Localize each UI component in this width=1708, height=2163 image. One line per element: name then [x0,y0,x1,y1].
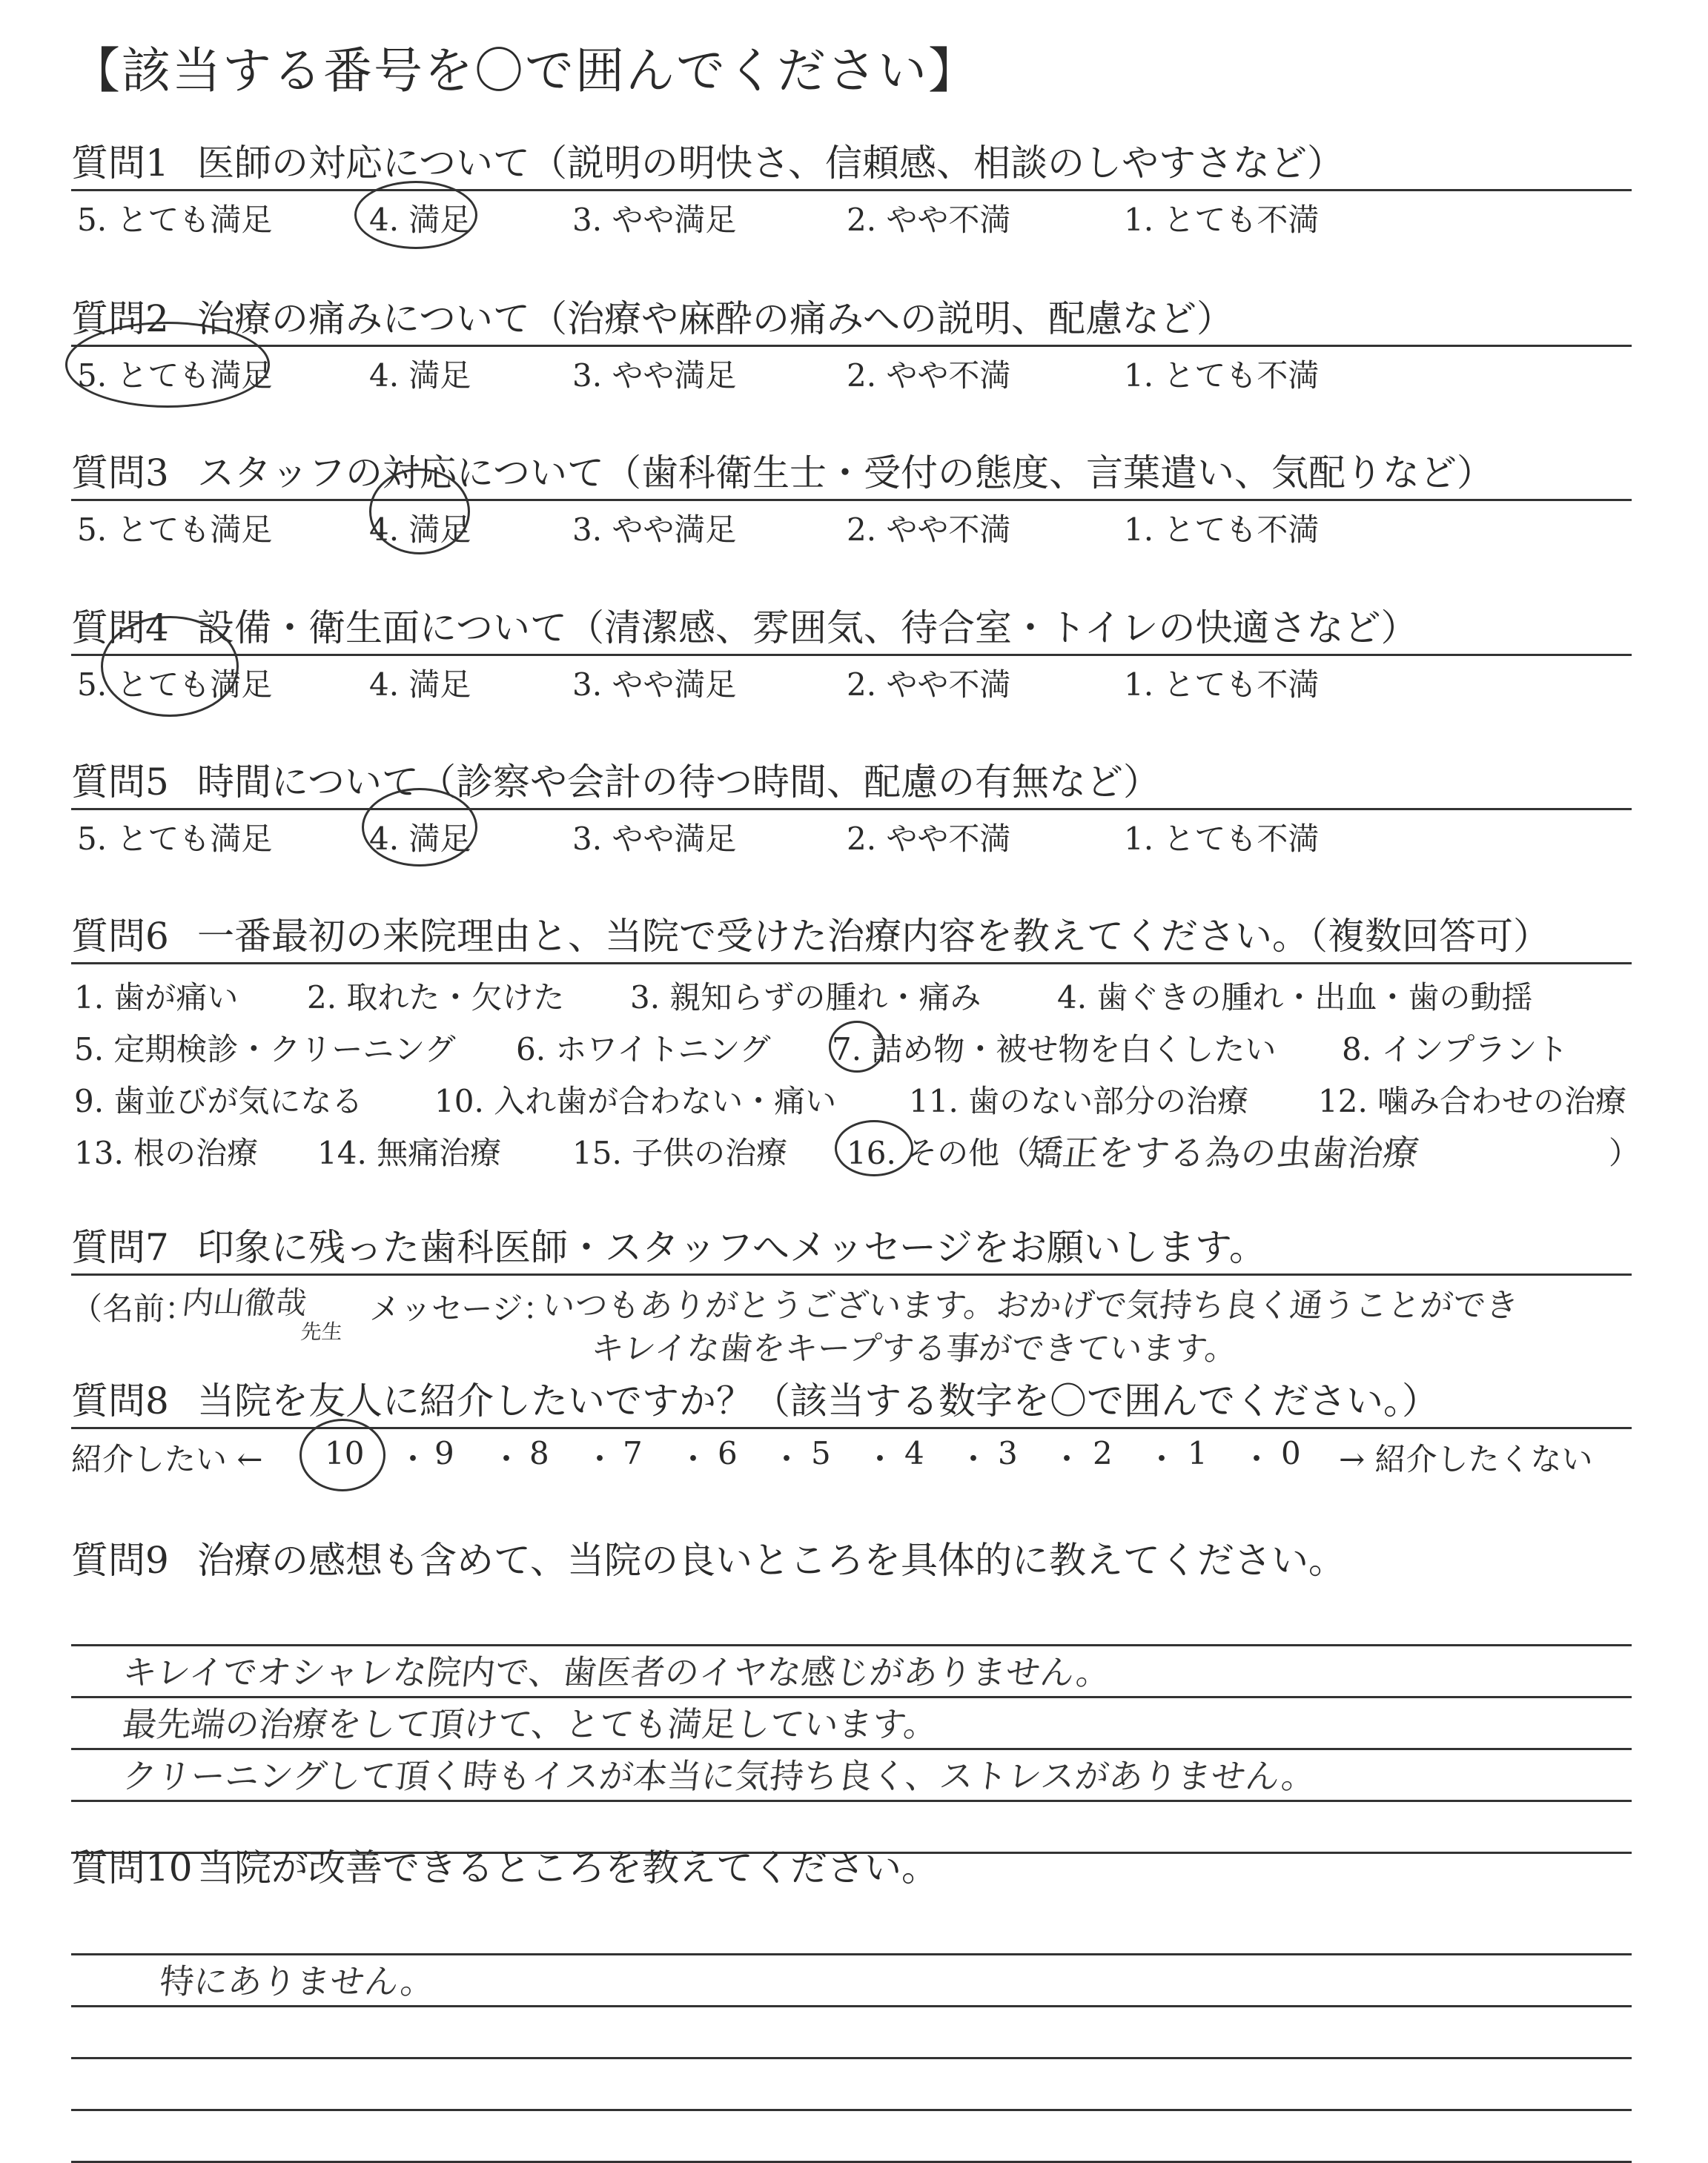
scale-value[interactable]: 10 [325,1435,365,1471]
divider [71,1427,1632,1429]
answer-line [71,2109,1632,2111]
reason-option[interactable]: 15. 子供の治療 [572,1135,788,1171]
option-3[interactable]: 3. やや満足 [572,357,737,394]
answer-handwriting-line2: 最先端の治療をして頂けて、とても満足しています。 [120,1704,940,1744]
question-3 [71,447,1632,554]
question-title: 時間について（診察や会計の待つ時間、配慮の有無など） [197,761,1160,804]
close-paren: ） [1609,1135,1641,1171]
answer-line [71,2005,1632,2007]
reason-option[interactable]: 5. 定期検診・クリーニング [74,1031,456,1067]
rating-options [71,660,1632,709]
divider [71,499,1632,501]
option-4[interactable]: 4. 満足 [369,202,471,238]
recommend-scale: 紹介したい ← 10 ・ 9 ・ 8 ・ 7 ・ 6 ・ 5 ・ 4 ・ 3 ・ 2 ・ 1 ・ 0 → 紹介したくない [71,1435,1632,1488]
option-4[interactable]: 4. 満足 [369,357,471,394]
scale-value[interactable]: 4 [904,1435,924,1471]
scale-value[interactable]: 0 [1281,1435,1301,1471]
name-label: （名前： [71,1291,196,1327]
question-number: 質問4 [71,606,169,649]
message-handwriting-line2: キレイな歯をキープする事ができています。 [589,1330,1239,1368]
message-label: メッセージ： [369,1291,555,1327]
option-2[interactable]: 2. やや不満 [847,511,1011,548]
reason-option[interactable]: 4. 歯ぐきの腫れ・出血・歯の動揺 [1057,979,1533,1016]
reason-option[interactable]: 7. 詰め物・被せ物を白くしたい [832,1031,1277,1067]
option-2[interactable]: 2. やや不満 [847,357,1011,394]
option-1[interactable]: 1. とても不満 [1124,357,1320,394]
question-7 [71,1222,1632,1368]
question-6 [71,910,1641,1182]
answer-handwriting-line3: クリーニングして頂く時もイスが本当に気持ち良く、ストレスがありません。 [120,1756,1318,1796]
message-handwriting-line1: いつもありがとうございます。おかげで気持ち良く通うことができ [540,1287,1520,1325]
option-1[interactable]: 1. とても不満 [1124,666,1320,703]
question-4 [71,602,1632,709]
other-answer-handwriting: 矯正をする為の虫歯治療 [1025,1133,1421,1174]
answer-handwriting-line1: キレイでオシャレな院内で、歯医者のイヤな感じがありません。 [120,1652,1113,1692]
question-number: 質問6 [71,915,169,958]
question-title: 治療の痛みについて（治療や麻酔の痛みへの説明、配慮など） [197,297,1234,340]
reason-option[interactable]: 12. 噛み合わせの治療 [1318,1083,1627,1119]
selection-circle [65,322,273,408]
question-title: 印象に残った歯科医師・スタッフへメッセージをお願いします。 [197,1226,1266,1269]
scale-value[interactable]: 8 [529,1435,549,1471]
divider [71,808,1632,810]
option-2[interactable]: 2. やや不満 [847,821,1011,857]
question-title: 治療の感想も含めて、当院の良いところを具体的に教えてください。 [197,1539,1345,1582]
answer-line [71,2057,1632,2059]
question-number: 質問3 [71,451,169,494]
question-title: スタッフの対応について（歯科衛生士・受付の態度、言葉遣い、気配りなど） [197,451,1494,494]
scale-value[interactable]: 2 [1093,1435,1113,1471]
divider [71,345,1632,347]
answer-line [71,1800,1632,1802]
question-10 [71,1842,1632,2001]
scale-value[interactable]: 1 [1188,1435,1208,1471]
scale-value[interactable]: 6 [718,1435,738,1471]
reason-option[interactable]: 11. 歯のない部分の治療 [909,1083,1249,1119]
rating-options [71,506,1632,554]
question-number: 質問2 [71,297,169,340]
scale-value[interactable]: 3 [998,1435,1018,1471]
question-title: 当院を友人に紹介したいですか？（該当する数字を〇で囲んでください。） [197,1379,1439,1422]
question-title: 一番最初の来院理由と、当院で受けた治療内容を教えてください。（複数回答可） [197,915,1550,958]
reason-option[interactable]: 13. 根の治療 [74,1135,259,1171]
selection-circle [299,1419,385,1491]
name-handwriting: 内山徹哉 [180,1285,309,1321]
option-3[interactable]: 3. やや満足 [572,821,737,857]
question-2 [71,293,1632,400]
reason-option[interactable]: 16. その他（ [847,1135,1031,1171]
option-5[interactable]: 5. とても満足 [77,511,273,548]
scale-value[interactable]: 7 [623,1435,643,1471]
reason-option[interactable]: 9. 歯並びが気になる [74,1083,363,1119]
selection-circle [835,1120,913,1176]
divider [71,189,1632,191]
option-4[interactable]: 4. 満足 [369,511,471,548]
question-8 [71,1375,1632,1488]
option-2[interactable]: 2. やや不満 [847,666,1011,703]
answer-handwriting-line1: 特にありません。 [157,1961,437,2001]
rating-options [71,351,1632,400]
selection-circle [354,181,477,249]
question-number: 質問8 [71,1379,169,1422]
selection-circle [369,468,470,554]
question-1 [71,137,1632,245]
question-number: 質問5 [71,761,169,804]
option-5[interactable]: 5. とても満足 [77,202,273,238]
option-4[interactable]: 4. 満足 [369,666,471,703]
option-3[interactable]: 3. やや満足 [572,202,737,238]
option-5[interactable]: 5. とても満足 [77,357,273,394]
option-5[interactable]: 5. とても満足 [77,666,273,703]
reason-option[interactable]: 1. 歯が痛い [74,979,239,1016]
question-number: 質問1 [71,142,169,185]
reason-options [71,967,1641,1182]
question-number: 質問9 [71,1539,169,1582]
option-5[interactable]: 5. とても満足 [77,821,273,857]
question-5 [71,756,1632,864]
reason-option[interactable]: 6. ホワイトニング [516,1031,771,1067]
message-area [71,1276,1632,1368]
option-3[interactable]: 3. やや満足 [572,511,737,548]
reason-option[interactable]: 8. インプラント [1342,1031,1569,1067]
scale-right-label: → 紹介したくない [1339,1441,1593,1477]
option-1[interactable]: 1. とても不満 [1124,511,1320,548]
rating-options [71,815,1632,864]
question-title: 当院が改善できるところを教えてください。 [197,1846,939,1889]
rating-options [71,196,1632,245]
selection-circle [829,1021,885,1073]
option-2[interactable]: 2. やや不満 [847,202,1011,238]
question-9 [71,1534,1632,1796]
question-title: 医師の対応について（説明の明快さ、信頼感、相談のしやすさなど） [197,142,1344,185]
scale-value[interactable]: 9 [434,1435,454,1471]
option-1[interactable]: 1. とても不満 [1124,821,1320,857]
name-suffix-handwriting: 先生 [299,1319,344,1344]
reason-option[interactable]: 14. 無痛治療 [317,1135,502,1171]
scale-value[interactable]: 5 [811,1435,831,1471]
selection-circle [101,616,239,717]
reason-option[interactable]: 3. 親知らずの腫れ・痛み [630,979,982,1016]
divider [71,654,1632,656]
question-title: 設備・衛生面について（清潔感、雰囲気、待合室・トイレの快適さなど） [197,606,1418,649]
page-title: 【該当する番号を〇で囲んでください】 [71,42,979,99]
selection-circle [362,788,477,867]
scale-left-label: 紹介したい ← [71,1441,263,1477]
option-1[interactable]: 1. とても不満 [1124,202,1320,238]
option-3[interactable]: 3. やや満足 [572,666,737,703]
option-4[interactable]: 4. 満足 [369,821,471,857]
question-number: 質問10 [71,1846,193,1889]
question-number: 質問7 [71,1226,169,1269]
divider [71,962,1632,964]
reason-option[interactable]: 2. 取れた・欠けた [307,979,565,1016]
reason-option[interactable]: 10. 入れ歯が合わない・痛い [434,1083,837,1119]
